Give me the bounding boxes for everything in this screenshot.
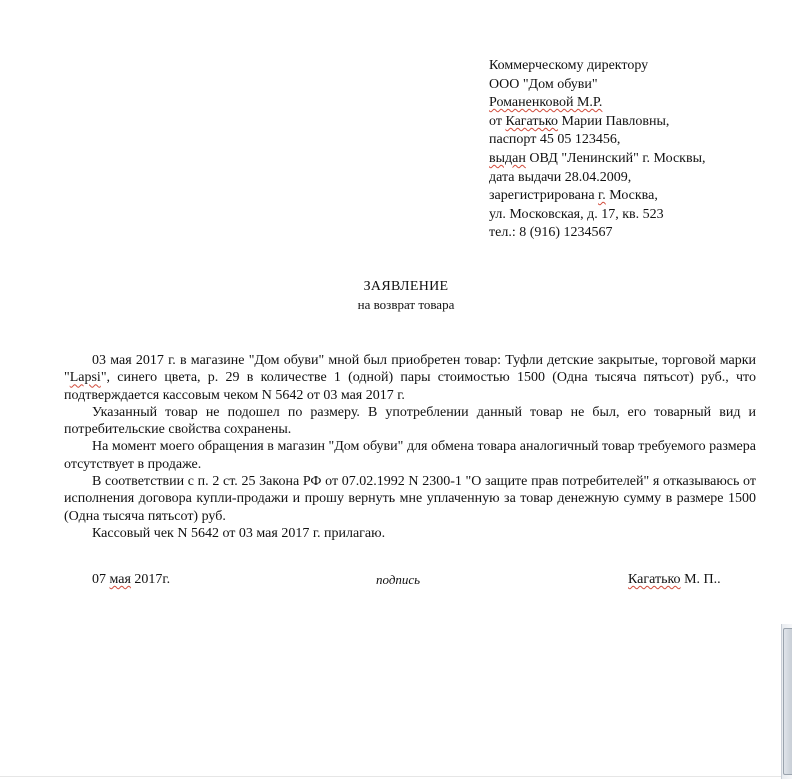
document-subtitle: на возврат товара <box>357 297 455 312</box>
signature-surname: Кагатько <box>628 572 681 587</box>
signature-label: подпись <box>376 572 421 587</box>
title-block <box>0 278 792 314</box>
paragraph-receipt: Кассовый чек N 5642 от 03 мая 2017 г. прилагаю. <box>92 525 386 541</box>
paragraph-exchange: На момент моего обращения в магазин "Дом обуви" для обмена товара аналогичный товар требуемого размера отсутствует в продаже. <box>64 439 756 472</box>
sender-from: от <box>489 113 506 129</box>
sender-passport-issuer <box>489 150 779 169</box>
signature-name <box>628 572 721 588</box>
sender-issue-date: дата выдачи 28.04.2009, <box>489 169 632 185</box>
signature-initials: М. П.. <box>680 572 721 587</box>
addressee-name-text: Романенковой М.Р. <box>489 95 603 111</box>
signature-row <box>0 572 792 592</box>
paragraph-law: В соответствии с п. 2 ст. 25 Закона РФ от 07.02.1992 N 2300-1 "О защите прав потребителей" я отказываюсь от исполнения договора купли-продажи и прошу вернуть мне уплаченную за товар денежную сумму в размере 1500 (Одна тысяча пятьсот) руб. <box>64 474 756 524</box>
paragraph-purchase <box>64 352 756 404</box>
date-month: мая <box>109 572 131 587</box>
document-body <box>64 352 756 542</box>
vertical-scrollbar-thumb[interactable] <box>783 628 792 775</box>
addressee-company: ООО "Дом обуви" <box>489 76 598 92</box>
brand-name: Lapsi <box>69 370 101 386</box>
date-year: 2017г. <box>130 572 171 587</box>
purchase-text-b: ", синего цвета, р. 29 в количестве 1 (одной) пары стоимостью 1500 (Одна тысяча пятьсот) руб., что подтверждается кассовым чеком N 5642 от 03 мая 2017 г. <box>64 370 756 403</box>
issuer-word: выдан <box>489 150 526 166</box>
registration-city-mark: г. <box>598 188 606 204</box>
sender-registration <box>489 187 779 206</box>
signature-date <box>92 572 170 588</box>
sender-surname: Кагатько <box>505 113 558 129</box>
date-day: 07 <box>92 572 110 587</box>
sender-phone: тел.: 8 (916) 1234567 <box>489 225 613 241</box>
sender-address: ул. Московская, д. 17, кв. 523 <box>489 206 664 222</box>
addressee-block <box>489 57 779 243</box>
page-bottom-edge <box>0 776 792 777</box>
document-title: ЗАЯВЛЕНИЕ <box>363 279 449 294</box>
purchase-text-a: 03 мая 2017 г. в магазине "Дом обуви" мной был приобретен товар: Туфли детские закрытые, торговой марки " <box>64 353 756 386</box>
addressee-name <box>489 94 779 113</box>
sender-name <box>489 113 779 132</box>
registration-pre: зарегистрирована <box>489 188 599 204</box>
addressee-position: Коммерческому директору <box>489 58 649 73</box>
paragraph-size: Указанный товар не подошел по размеру. В употреблении данный товар не был, его товарный вид и потребительские свойства сохранены. <box>64 404 756 438</box>
sender-given-names: Марии Павловны, <box>558 113 670 129</box>
sender-passport: паспорт 45 05 123456, <box>489 132 621 148</box>
registration-post: Москва, <box>605 188 658 204</box>
issuer-rest: ОВД "Ленинский" г. Москвы, <box>525 150 706 166</box>
